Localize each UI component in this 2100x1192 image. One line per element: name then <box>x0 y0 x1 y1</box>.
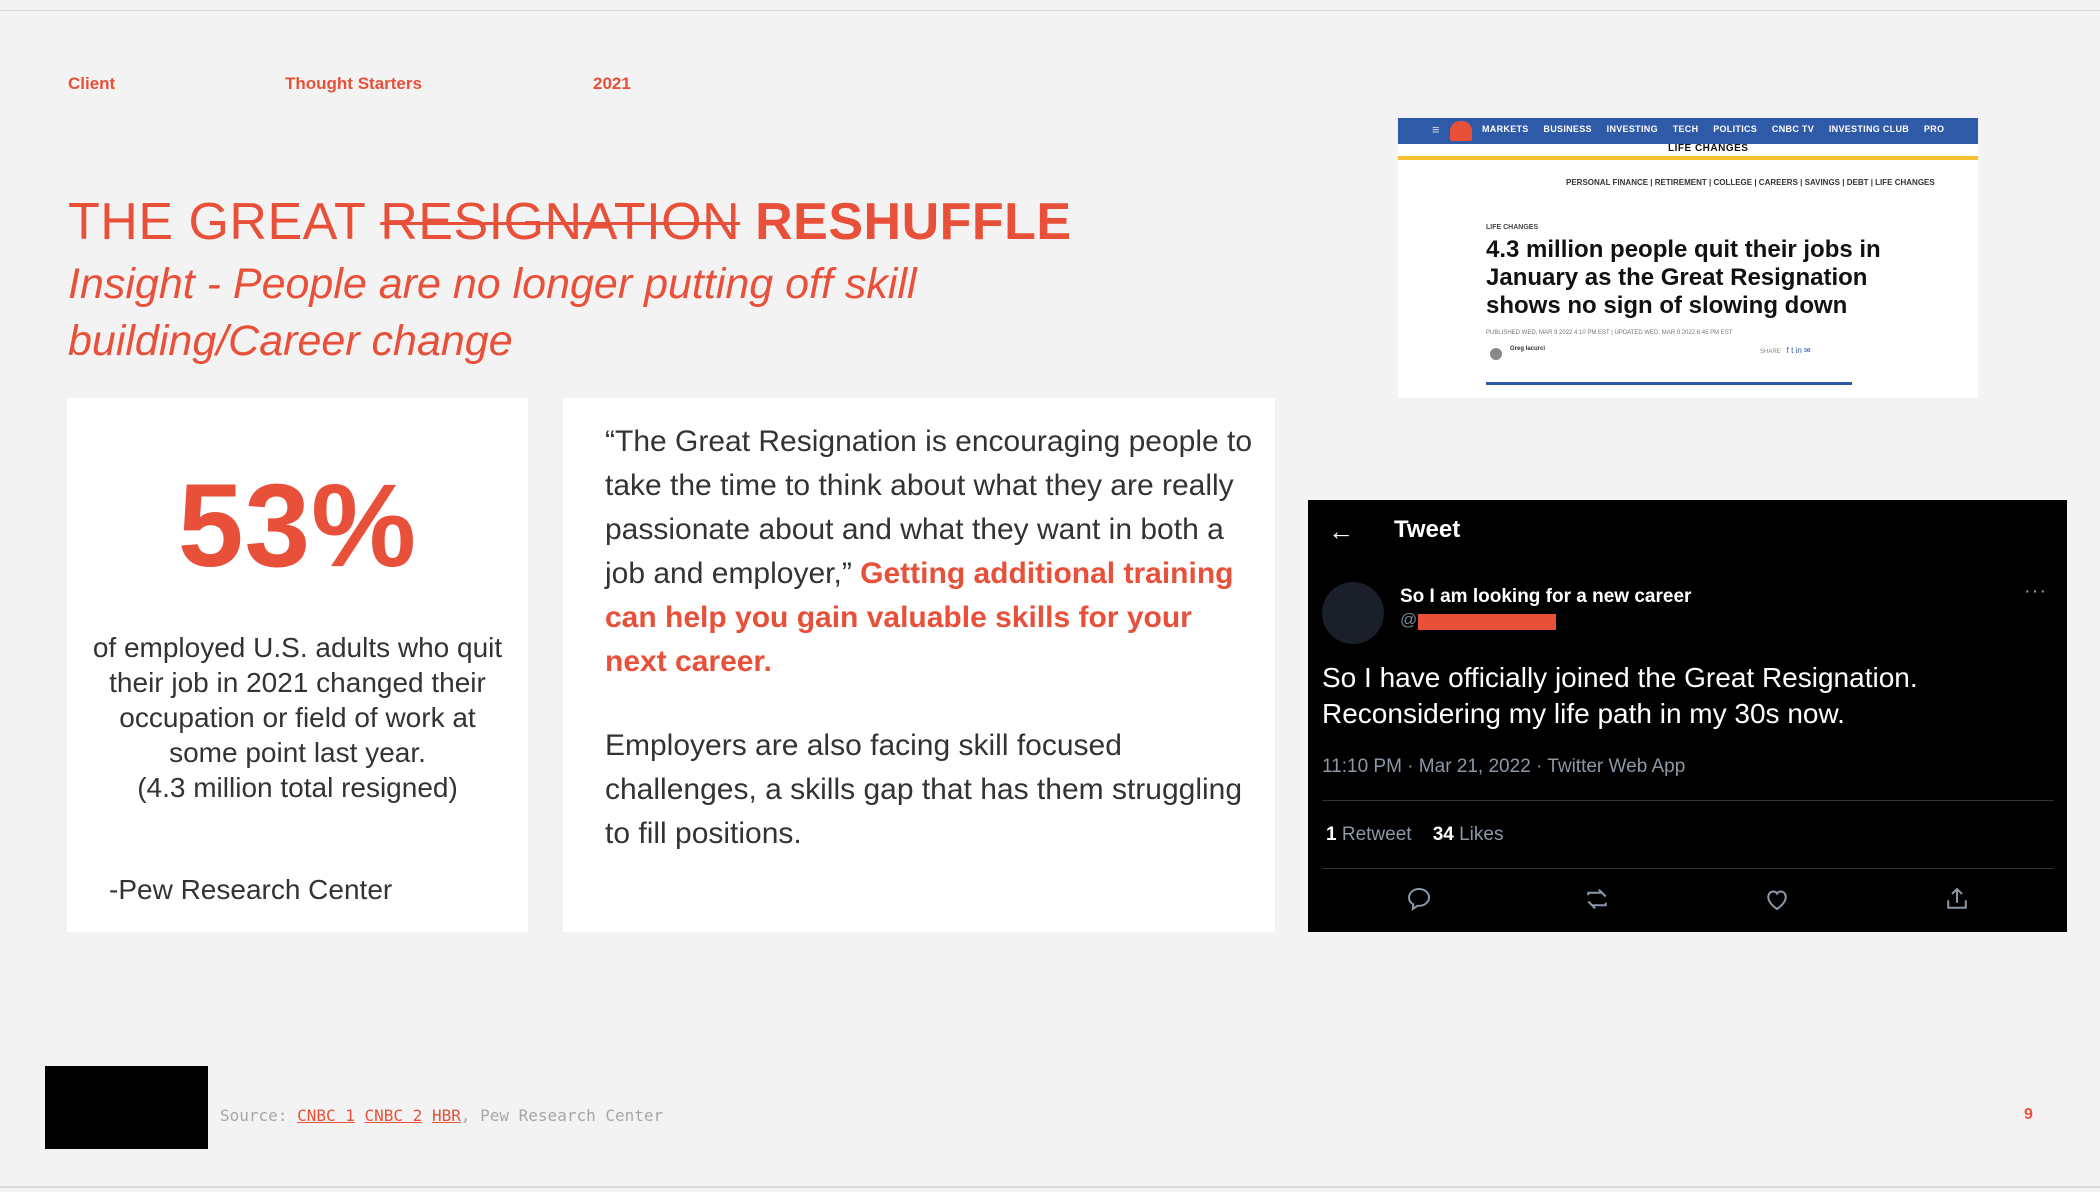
news-kicker: LIFE CHANGES <box>1486 224 1539 231</box>
retweet-count: 1 <box>1326 824 1337 845</box>
retweet-label: Retweet <box>1341 824 1412 845</box>
menu-icon: ≡ <box>1432 122 1440 137</box>
source-link-cnbc-2[interactable]: CNBC 2 <box>364 1106 423 1125</box>
title-suffix: RESHUFFLE <box>755 193 1072 251</box>
reply-icon <box>1404 884 1434 914</box>
news-section-title: LIFE CHANGES <box>1668 143 1749 154</box>
redacted-handle <box>1418 614 1556 630</box>
quote-highlight: Getting additional training can help you gain valuable skills for your next career. <box>605 557 1234 678</box>
news-meta: PUBLISHED WED, MAR 9 2022 4:10 PM EST | UPDATED WED, MAR 9 2022 6:45 PM EST <box>1486 330 1733 336</box>
tweet-divider <box>1322 868 2054 869</box>
news-nav-bar <box>1398 118 1978 144</box>
tweet-text: So I have officially joined the Great Resignation. Reconsidering my life path in my 30s now. <box>1322 662 1918 729</box>
page-subtitle: Insight - People are no longer putting off skill building/Career change <box>68 260 917 365</box>
nav-client: Client <box>68 74 116 93</box>
news-categories: PERSONAL FINANCE | RETIREMENT | COLLEGE | CAREERS | SAVINGS | DEBT | LIFE CHANGES <box>1566 178 1935 187</box>
nav-thought-starters: Thought Starters <box>285 74 422 93</box>
title-struck-word: RESIGNATION <box>380 193 741 251</box>
nav-year: 2021 <box>593 74 631 93</box>
news-headline: 4.3 million people quit their jobs in January as the Great Resignation shows no sign of slowing down <box>1486 236 1881 319</box>
news-nav-item: MARKETS <box>1482 124 1529 134</box>
likes-label: Likes <box>1459 824 1504 845</box>
source-prefix: Source: <box>220 1106 288 1125</box>
share-icon <box>1942 884 1972 914</box>
news-nav-item: BUSINESS <box>1543 124 1592 134</box>
stat-source: -Pew Research Center <box>109 874 393 905</box>
share-icons: f t in ✉ <box>1786 346 1811 355</box>
share-label: SHARE <box>1760 349 1781 355</box>
news-nav-item: TECH <box>1672 124 1699 134</box>
tweet-display-name: So I am looking for a new career <box>1400 586 1692 607</box>
source-link-cnbc-1[interactable]: CNBC 1 <box>297 1106 355 1125</box>
page-title <box>68 192 1072 252</box>
like-heart-icon <box>1762 884 1792 914</box>
stat-value: 53% <box>177 460 418 592</box>
avatar <box>1322 582 1384 644</box>
back-arrow-icon: ← <box>1328 516 1354 546</box>
stat-description <box>87 630 508 805</box>
tweet-header: Tweet <box>1394 516 1461 543</box>
stat-note: (4.3 million total resigned) <box>137 772 458 803</box>
tweet-divider <box>1322 800 2054 801</box>
author-avatar <box>1490 348 1502 360</box>
news-nav-item: PRO <box>1923 124 1945 134</box>
quote-card <box>563 398 1275 932</box>
top-divider <box>0 10 2100 11</box>
stat-description-text: of employed U.S. adults who quit their job in 2021 changed their occupation or field of work at some point last year. <box>92 632 503 768</box>
news-clipping <box>1398 118 1978 398</box>
retweet-icon <box>1582 884 1612 914</box>
more-options-icon: ··· <box>2024 580 2047 602</box>
bottom-divider <box>0 1186 2100 1188</box>
source-suffix: Pew Research Center <box>480 1106 664 1125</box>
source-line: Source: CNBC 1 CNBC 2 HBR, Pew Research Center <box>220 1106 664 1125</box>
quote-paragraph-2: Employers are also facing skill focused challenges, a skills gap that has them struggling to fill positions. <box>605 729 1243 850</box>
stat-card <box>67 398 528 932</box>
news-nav-item: INVESTING CLUB <box>1828 124 1910 134</box>
tweet-stats <box>1326 824 1503 846</box>
page-number: 9 <box>2024 1106 2033 1123</box>
news-nav-item: CNBC TV <box>1771 124 1815 134</box>
news-rule <box>1486 382 1852 385</box>
peacock-logo-icon <box>1450 121 1472 141</box>
source-link-hbr[interactable]: HBR <box>431 1106 461 1125</box>
news-nav-item: INVESTING <box>1606 124 1658 134</box>
quote-paragraph <box>605 420 1255 684</box>
tweet-timestamp: 11:10 PM · Mar 21, 2022 · Twitter Web App <box>1322 756 1686 777</box>
likes-count: 34 <box>1432 824 1454 845</box>
news-nav-items <box>1482 124 1956 134</box>
tweet-actions <box>1308 884 2067 916</box>
title-prefix: THE GREAT <box>68 193 366 251</box>
news-nav-item: POLITICS <box>1713 124 1758 134</box>
tweet-card <box>1308 500 2067 932</box>
news-author: Greg Iacurci <box>1510 346 1546 352</box>
news-share <box>1760 346 1811 355</box>
tweet-handle-prefix: @ <box>1400 610 1418 629</box>
quote-text: “The Great Resignation is encouraging people to take the time to think about what they are really passionate about and what they want in both a job and employer,” <box>605 425 1253 590</box>
redaction-box <box>45 1066 208 1149</box>
